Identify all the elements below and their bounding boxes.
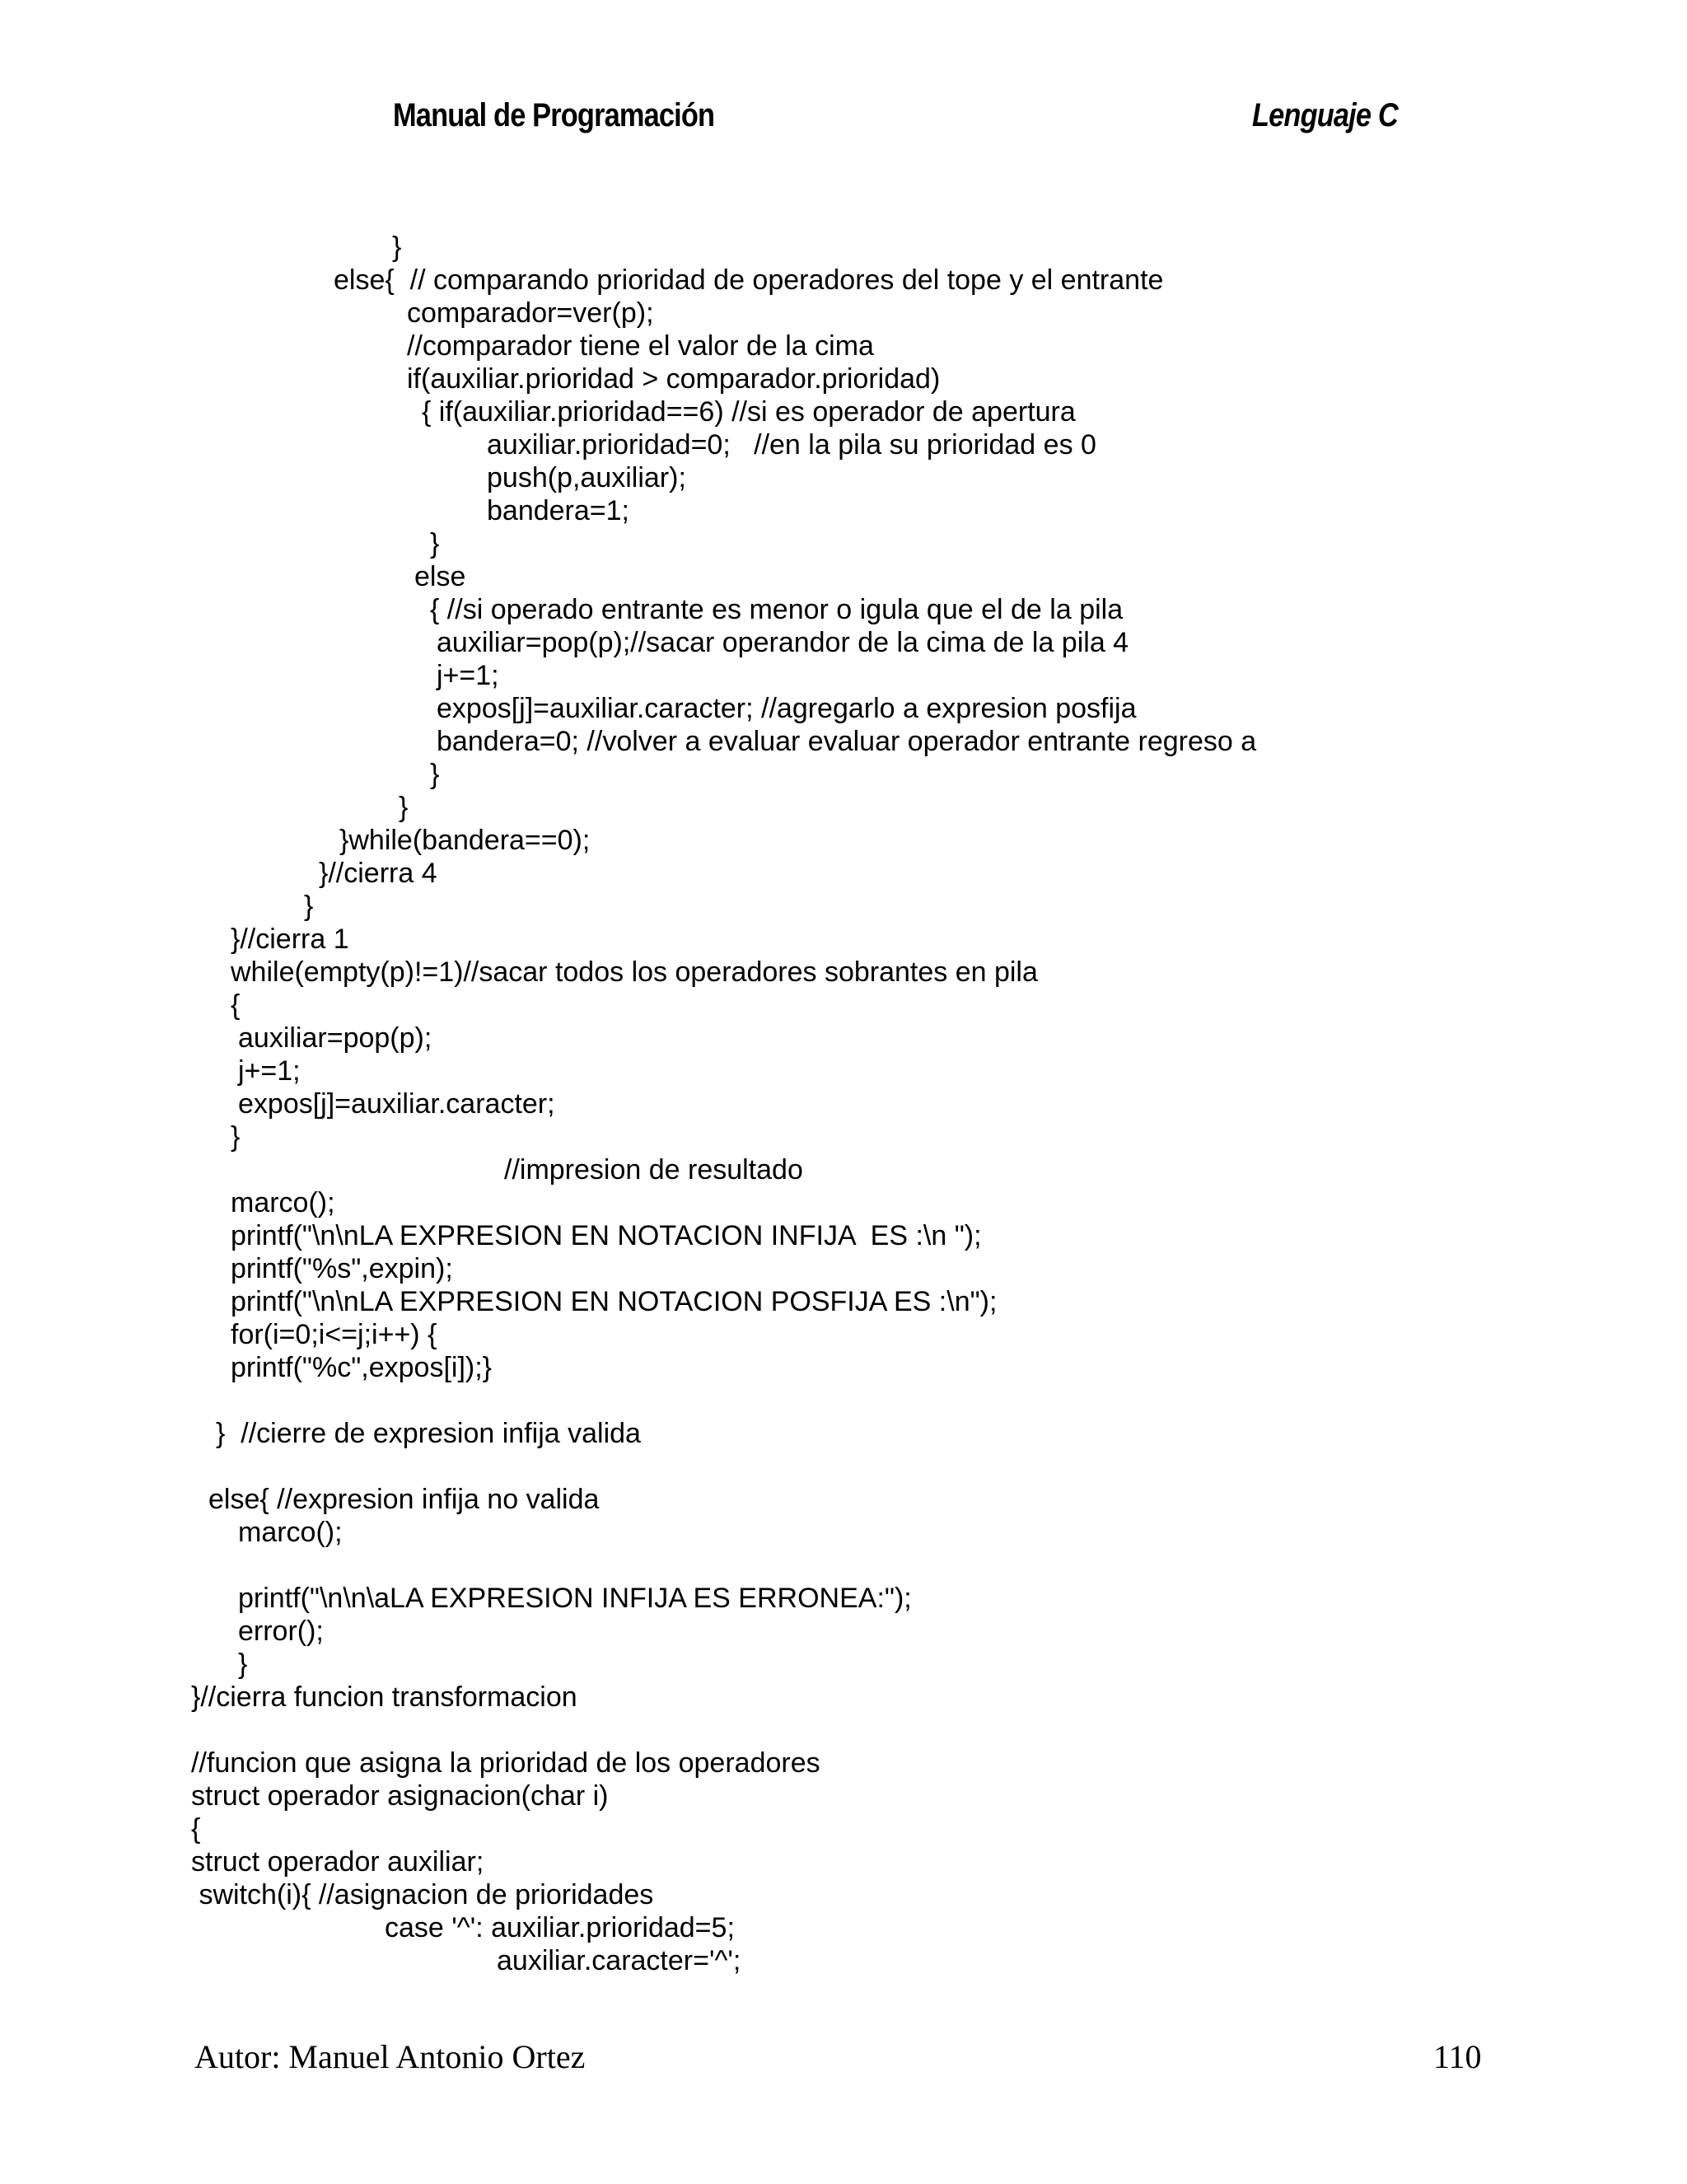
code-line: } [392, 231, 402, 263]
code-line: auxiliar.prioridad=0; //en la pila su prioridad es 0 [487, 429, 1096, 461]
code-line: j+=1; [238, 1055, 301, 1087]
code-line: marco(); [238, 1517, 343, 1548]
code-line: printf("\n\nLA EXPRESION EN NOTACION POSFIJA ES :\n"); [231, 1286, 998, 1317]
code-line: auxiliar=pop(p); [238, 1022, 432, 1054]
code-line: }//cierra 4 [319, 858, 437, 889]
header-language-title: Lenguaje C [1252, 97, 1398, 133]
code-line: struct operador asignacion(char i) [191, 1780, 609, 1812]
code-line: } [399, 792, 409, 823]
code-line: printf("\n\nLA EXPRESION EN NOTACION INFIJA ES :\n "); [231, 1220, 982, 1251]
code-line: bandera=0; //volver a evaluar evaluar operador entrante regreso a [437, 726, 1257, 757]
code-line: auxiliar.caracter='^'; [497, 1945, 741, 1976]
footer-author: Autor: Manuel Antonio Ortez [194, 2038, 586, 2075]
code-line: //funcion que asigna la prioridad de los operadores [191, 1747, 820, 1779]
code-line: bandera=1; [487, 495, 629, 526]
code-line: //comparador tiene el valor de la cima [407, 330, 874, 362]
code-line: { [191, 1813, 201, 1845]
code-line: }//cierra 1 [231, 924, 349, 955]
code-line: push(p,auxiliar); [487, 462, 686, 493]
code-line: case '^': auxiliar.prioridad=5; [385, 1912, 735, 1943]
code-line: } [238, 1649, 248, 1680]
code-line: { if(auxiliar.prioridad==6) //si es operador de apertura [422, 396, 1076, 428]
code-line: auxiliar=pop(p);//sacar operandor de la cima de la pila 4 [437, 627, 1129, 658]
code-line: while(empty(p)!=1)//sacar todos los operadores sobrantes en pila [231, 956, 1038, 988]
code-line: } [304, 891, 314, 922]
code-line: error(); [238, 1616, 324, 1647]
code-line: }while(bandera==0); [339, 825, 591, 856]
code-line: marco(); [231, 1187, 335, 1218]
code-line: struct operador auxiliar; [191, 1846, 484, 1878]
code-line: switch(i){ //asignacion de prioridades [191, 1879, 654, 1910]
code-line: for(i=0;i<=j;i++) { [231, 1319, 437, 1350]
footer-page-number: 110 [1433, 2038, 1482, 2075]
code-line: } [231, 1121, 241, 1153]
code-line: else{ //expresion infija no valida [208, 1484, 600, 1515]
code-line: printf("%c",expos[i]);} [231, 1352, 493, 1383]
code-line: } [430, 528, 440, 559]
code-line: printf("%s",expin); [231, 1253, 453, 1284]
code-line: { //si operado entrante es menor o igula que el de la pila [430, 594, 1124, 625]
code-line: } [430, 759, 440, 790]
code-line: if(auxiliar.prioridad > comparador.prioridad) [407, 363, 941, 395]
code-line: else [414, 561, 466, 592]
code-line: comparador=ver(p); [407, 297, 654, 329]
code-line: //impresion de resultado [504, 1154, 803, 1186]
code-line: expos[j]=auxiliar.caracter; [238, 1088, 555, 1120]
code-line: } //cierre de expresion infija valida [216, 1418, 641, 1449]
code-line: printf("\n\n\aLA EXPRESION INFIJA ES ERRONEA:"); [238, 1583, 912, 1614]
code-line: { [231, 989, 241, 1021]
code-line: }//cierra funcion transformacion [191, 1681, 577, 1713]
code-line: else{ // comparando prioridad de operadores del tope y el entrante [334, 264, 1164, 296]
header-manual-title: Manual de Programación [393, 97, 715, 133]
code-line: j+=1; [437, 660, 499, 691]
code-line: expos[j]=auxiliar.caracter; //agregarlo a expresion posfija [437, 693, 1137, 724]
